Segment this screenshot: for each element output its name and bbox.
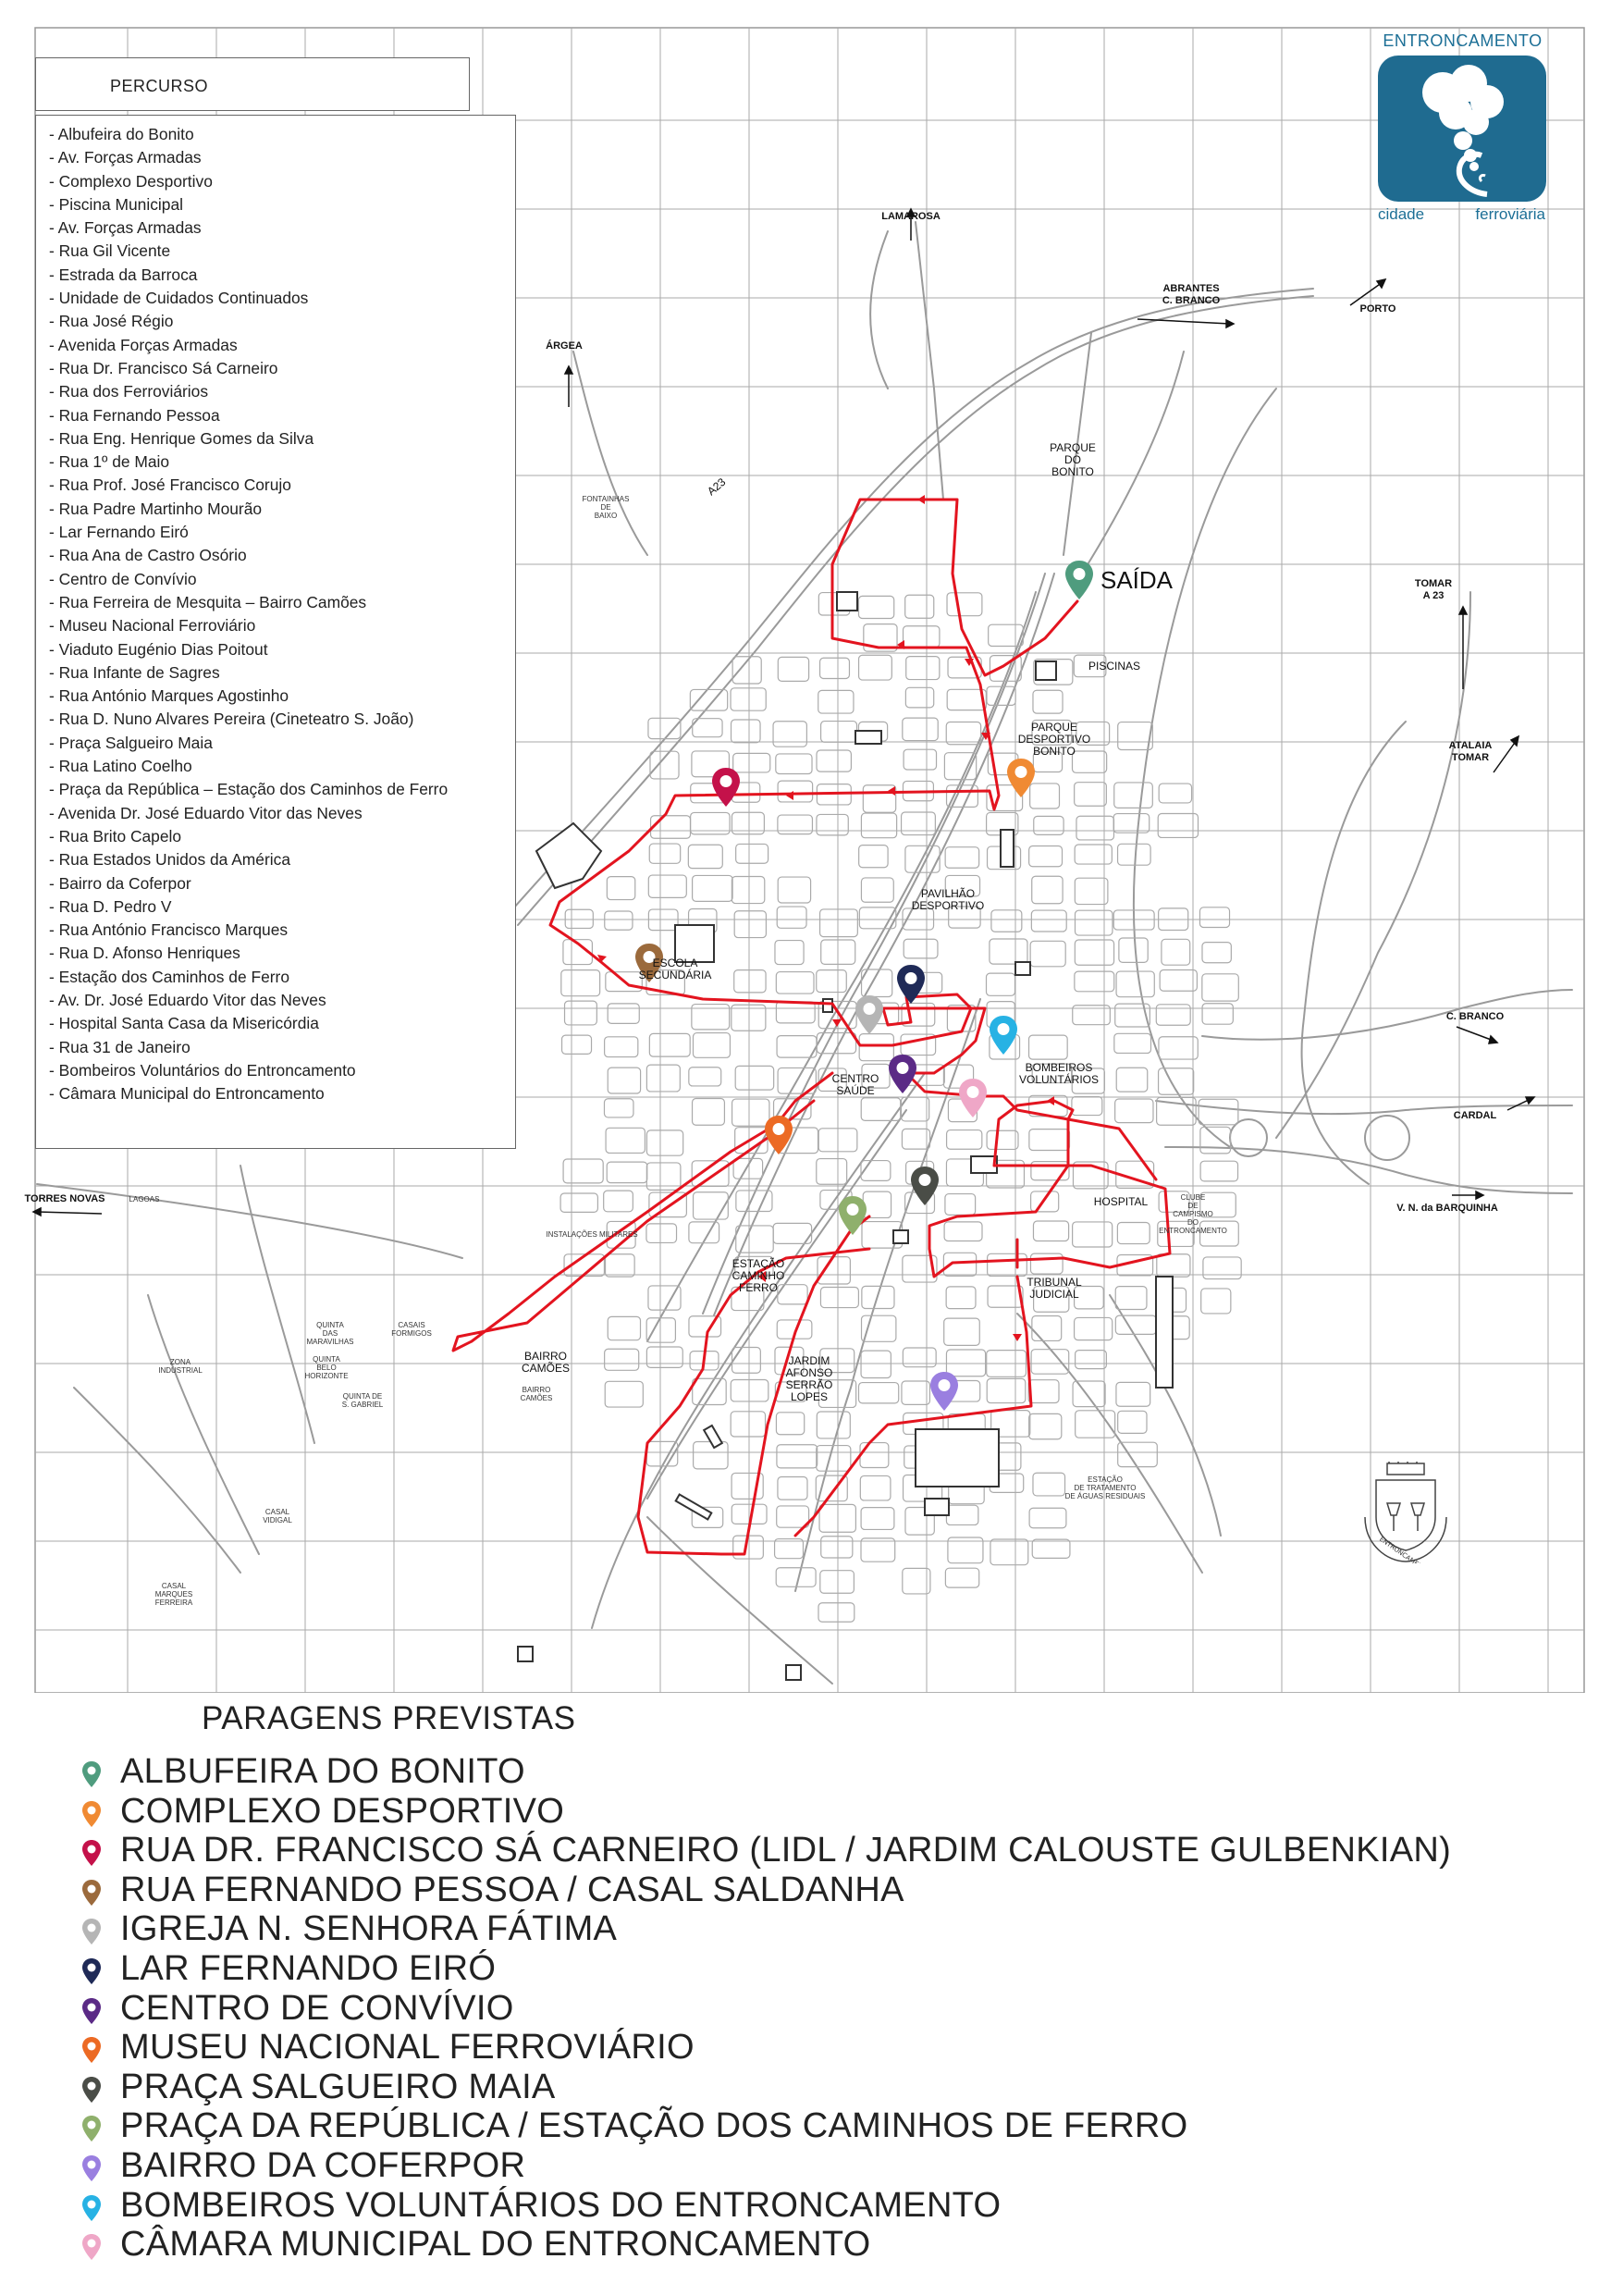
map-pin-icon	[81, 2233, 102, 2261]
percurso-item: - Estrada da Barroca	[49, 265, 198, 284]
map-label-atalaia: ATALAIA TOMAR	[1448, 740, 1493, 763]
map-label-quinta-gabriel: QUINTA DE S. GABRIEL	[341, 1392, 384, 1409]
percurso-item: - Rua Brito Capelo	[49, 826, 182, 846]
logo-sub-right: ferroviária	[1475, 205, 1545, 223]
percurso-item: - Av. Forças Armadas	[49, 218, 202, 238]
map-pin-icon	[81, 1879, 102, 1907]
percurso-item: - Centro de Convívio	[49, 569, 197, 588]
map-label-tribunal: TRIBUNAL JUDICIAL	[1027, 1276, 1082, 1301]
map-pin-icon	[81, 1997, 102, 2025]
percurso-item: - Rua Prof. José Francisco Corujo	[49, 475, 291, 495]
percurso-item: - Rua Ana de Castro Osório	[49, 546, 247, 565]
percurso-item: - Bairro da Coferpor	[49, 873, 191, 893]
percurso-title: PERCURSO	[110, 77, 209, 95]
map-label-estacao-tratamento: ESTAÇÃO DE TRATAMENTO DE ÁGUAS RESIDUAIS	[1064, 1475, 1146, 1500]
percurso-item: - Rua Latino Coelho	[49, 757, 192, 776]
map-label-abrantes: ABRANTES C. BRANCO	[1162, 283, 1221, 306]
legend-label: ALBUFEIRA DO BONITO	[120, 1752, 525, 1791]
legend-label: BAIRRO DA COFERPOR	[120, 2145, 526, 2185]
map-label-estacao: ESTAÇÃO CAMINHO FERRO	[732, 1257, 785, 1294]
map-pin-icon	[81, 2194, 102, 2222]
map-label-casal-marques: CASAL MARQUES FERREIRA	[154, 1582, 193, 1607]
percurso-item: - Câmara Municipal do Entroncamento	[49, 1084, 325, 1104]
percurso-item: - Rua dos Ferroviários	[49, 382, 209, 401]
percurso-item: - Rua D. Afonso Henriques	[49, 944, 240, 963]
percurso-item: - Avenida Dr. José Eduardo Vitor das Neves	[49, 803, 363, 822]
percurso-item: - Rua 1º de Maio	[49, 452, 170, 472]
percurso-item: - Avenida Forças Armadas	[49, 335, 238, 354]
map-label-fontainhas: FONTAINHAS DE BAIXO	[582, 495, 630, 520]
legend-label: RUA DR. FRANCISCO SÁ CARNEIRO (LIDL / JARDIM CALOUSTE GULBENKIAN)	[120, 1831, 1452, 1870]
start-label: SAÍDA	[1100, 566, 1174, 594]
legend-label: CENTRO DE CONVÍVIO	[120, 1988, 514, 2028]
map-label-bairro-camoes-small: BAIRRO CAMÕES	[520, 1386, 553, 1402]
map-label-jardim: JARDIM AFONSO SERRÃO LOPES	[785, 1354, 833, 1403]
percurso-item: - Unidade de Cuidados Continuados	[49, 289, 309, 308]
map-pin-icon	[81, 2036, 102, 2064]
percurso-item: - Bombeiros Voluntários do Entroncamento	[49, 1060, 356, 1080]
map-label-zona-industrial: ZONA INDUSTRIAL	[158, 1358, 203, 1375]
seal-text: ENTRONCAMENTO	[1378, 1535, 1432, 1563]
map-label-porto: PORTO	[1359, 303, 1396, 315]
percurso-item: - Rua Ferreira de Mesquita – Bairro Camões	[49, 592, 367, 611]
percurso-item: - Lar Fernando Eiró	[49, 523, 189, 542]
map-pin-icon	[81, 2154, 102, 2182]
percurso-item: - Rua D. Pedro V	[49, 896, 172, 916]
percurso-item: - Rua 31 de Janeiro	[49, 1037, 191, 1056]
map-label-parque-desportivo: PARQUE DESPORTIVO BONITO	[1017, 721, 1091, 758]
map-pin-icon	[81, 1800, 102, 1828]
percurso-item: - Rua António Marques Agostinho	[49, 686, 289, 706]
map-label-piscinas: PISCINAS	[1088, 660, 1141, 673]
map-label-quinta-maravilhas: QUINTA DAS MARAVILHAS	[306, 1321, 354, 1346]
percurso-item: - Praça Salgueiro Maia	[49, 733, 213, 752]
percurso-item: - Rua José Régio	[49, 312, 174, 331]
percurso-item: - Estação dos Caminhos de Ferro	[49, 967, 290, 986]
map-label-a23: A23	[704, 475, 729, 499]
map-label-parque-bonito: PARQUE DO BONITO	[1050, 441, 1096, 478]
percurso-item: - Rua Dr. Francisco Sá Carneiro	[49, 358, 278, 377]
map-pin-icon	[81, 2076, 102, 2104]
legend-label: CÂMARA MUNICIPAL DO ENTRONCAMENTO	[120, 2225, 871, 2265]
percurso-item: - Av. Forças Armadas	[49, 148, 202, 167]
map-label-c-branco: C. BRANCO	[1445, 1011, 1505, 1022]
percurso-item: - Rua António Francisco Marques	[49, 920, 289, 940]
map-label-casais-formigos: CASAIS FORMIGOS	[391, 1321, 432, 1338]
map-label-torres-novas: TORRES NOVAS	[24, 1193, 105, 1204]
map-pin-icon	[81, 2115, 102, 2142]
map-label-hospital: HOSPITAL	[1093, 1195, 1149, 1208]
percurso-item: - Av. Dr. José Eduardo Vitor das Neves	[49, 990, 326, 1009]
percurso-header	[35, 57, 470, 111]
map-label-centro-saude: CENTRO SAÚDE	[831, 1072, 879, 1097]
map-label-pavilhao: PAVILHÃO DESPORTIVO	[911, 887, 985, 912]
map-pin-icon	[81, 1839, 102, 1867]
percurso-item: - Rua D. Nuno Alvares Pereira (Cineteatro S. João)	[49, 710, 414, 729]
percurso-item: - Rua Eng. Henrique Gomes da Silva	[49, 428, 314, 448]
map-label-bairro-camoes: BAIRRO CAMÕES	[521, 1350, 571, 1375]
map-label-lagoas: LAGOAS	[129, 1195, 160, 1204]
map-label-lamarosa: LAMAROSA	[881, 211, 941, 222]
percurso-item: - Complexo Desportivo	[49, 171, 213, 191]
map-label-cardal: CARDAL	[1453, 1110, 1497, 1121]
map-label-argea: ÁRGEA	[546, 340, 583, 352]
map-label-casal-vidigal: CASAL VIDIGAL	[263, 1508, 292, 1524]
map-pin-icon	[81, 1918, 102, 1945]
percurso-item: - Viaduto Eugénio Dias Poitout	[49, 639, 268, 659]
map-label-instalacoes: INSTALAÇÕES MILITARES	[546, 1230, 638, 1239]
percurso-item: - Albufeira do Bonito	[49, 125, 194, 143]
map-label-vn-barquinha: V. N. da BARQUINHA	[1396, 1203, 1498, 1214]
map-pin-icon	[81, 1760, 102, 1788]
municipal-seal	[1359, 1462, 1452, 1563]
map-label-escola: ESCOLA SECUNDÁRIA	[638, 957, 712, 981]
legend-label: COMPLEXO DESPORTIVO	[120, 1791, 565, 1831]
percurso-item: - Rua Infante de Sagres	[49, 662, 220, 682]
legend-label: PRAÇA SALGUEIRO MAIA	[120, 2067, 556, 2106]
percurso-item: - Rua Fernando Pessoa	[49, 405, 220, 425]
map-label-clube: CLUBE DE CAMPISMO DO ENTRONCAMENTO	[1159, 1193, 1227, 1235]
map-pin-icon	[81, 1957, 102, 1985]
logo-title: ENTRONCAMENTO	[1383, 31, 1543, 50]
legend-label: LAR FERNANDO EIRÓ	[120, 1948, 497, 1988]
legend-label: RUA FERNANDO PESSOA / CASAL SALDANHA	[120, 1870, 904, 1909]
percurso-item: - Rua Gil Vicente	[49, 241, 171, 261]
map-label-quinta-belo: QUINTA BELO HORIZONTE	[304, 1355, 349, 1380]
legend-label: BOMBEIROS VOLUNTÁRIOS DO ENTRONCAMENTO	[120, 2185, 1002, 2225]
legend-title: PARAGENS PREVISTAS	[202, 1700, 576, 1736]
legend-label: PRAÇA DA REPÚBLICA / ESTAÇÃO DOS CAMINHOS DE FERRO	[120, 2106, 1188, 2146]
logo-icon	[1378, 56, 1546, 202]
percurso-item: - Hospital Santa Casa da Misericórdia	[49, 1014, 319, 1033]
percurso-item: - Piscina Municipal	[49, 194, 183, 214]
entroncamento-logo	[1372, 28, 1553, 229]
percurso-item: - Museu Nacional Ferroviário	[49, 616, 256, 636]
percurso-list	[35, 115, 516, 1149]
map-label-tomar-a23: TOMAR A 23	[1414, 578, 1453, 601]
percurso-item: - Praça da República – Estação dos Caminhos de Ferro	[49, 780, 449, 799]
legend-label: IGREJA N. SENHORA FÁTIMA	[120, 1909, 618, 1949]
map-label-bombeiros: BOMBEIROS VOLUNTÁRIOS	[1018, 1061, 1100, 1086]
percurso-item: - Rua Estados Unidos da América	[49, 850, 290, 870]
legend-label: MUSEU NACIONAL FERROVIÁRIO	[120, 2028, 695, 2068]
percurso-item: - Rua Padre Martinho Mourão	[49, 499, 263, 518]
logo-sub-left: cidade	[1378, 205, 1425, 223]
